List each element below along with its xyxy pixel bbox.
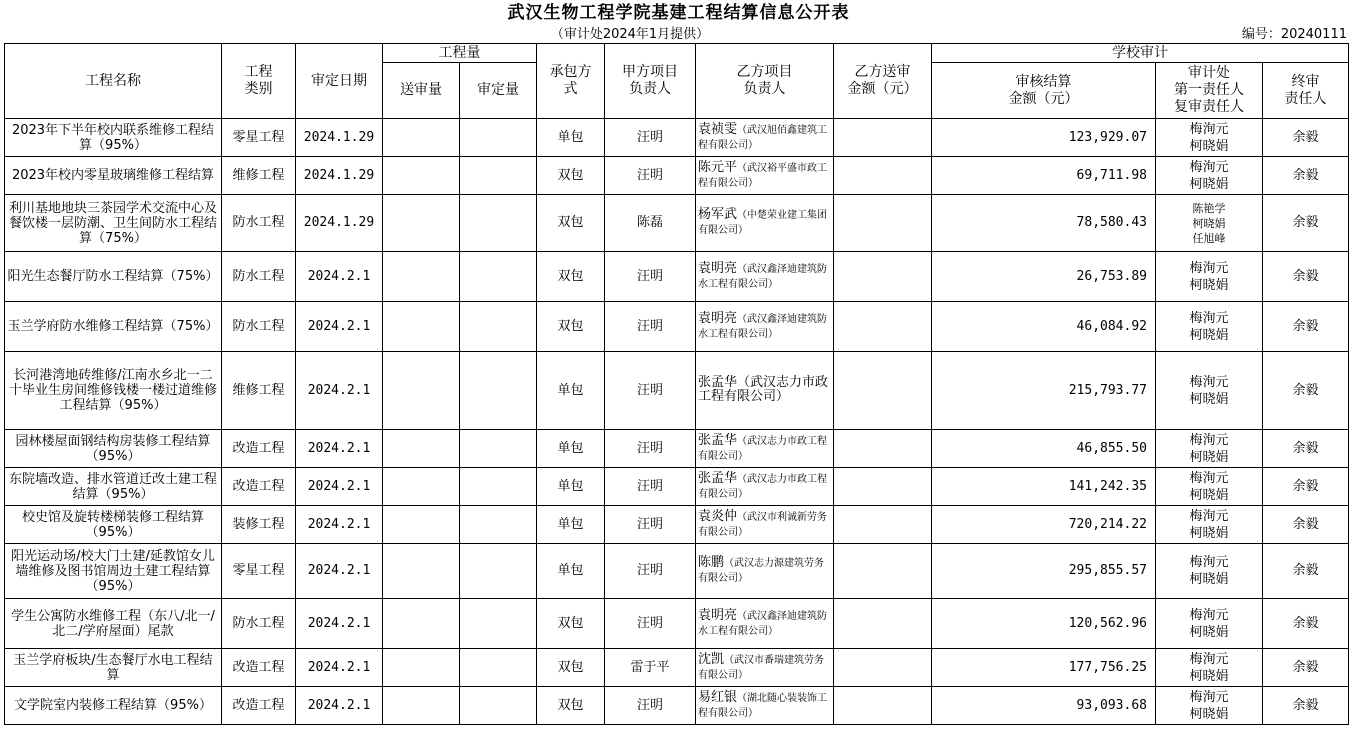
cell-approval-date: 2024.2.1 bbox=[296, 252, 383, 302]
cell-party-b-amount bbox=[834, 506, 932, 544]
header-approved-qty: 审定量 bbox=[460, 63, 537, 119]
audit-reviewers-text: 梅洵元 柯晓娟 bbox=[1189, 159, 1229, 192]
cell-contract-mode: 单包 bbox=[537, 430, 605, 468]
cell-final-responsible: 余毅 bbox=[1263, 119, 1349, 157]
header-audit-group: 学校审计 bbox=[932, 44, 1349, 63]
cell-party-b-amount bbox=[834, 119, 932, 157]
header-audit-amount bbox=[932, 63, 1156, 119]
party-b-company: （武汉鑫泽迪建筑防水工程有限公司） bbox=[698, 313, 828, 340]
table-row bbox=[5, 302, 1349, 352]
cell-audit-amount: 177,756.25 bbox=[932, 649, 1156, 687]
header-party-b-amount bbox=[834, 44, 932, 119]
cell-audit-amount: 46,084.92 bbox=[932, 302, 1156, 352]
header-party-b-amount-text: 乙方送审 金额（元） bbox=[847, 64, 918, 97]
header-audit-reviewers-text: 审计处 第一责任人 复审责任人 bbox=[1174, 65, 1244, 115]
audit-reviewers-text: 梅洵元 柯晓娟 bbox=[1189, 260, 1229, 293]
cell-audit-amount: 720,214.22 bbox=[932, 506, 1156, 544]
cell-submitted-qty bbox=[383, 599, 460, 649]
table-body bbox=[5, 119, 1349, 725]
audit-reviewers-text: 梅洵元 柯晓娟 bbox=[1189, 651, 1229, 684]
cell-project-type: 零星工程 bbox=[222, 119, 296, 157]
cell-contract-mode: 双包 bbox=[537, 687, 605, 725]
cell-party-a-lead: 汪明 bbox=[605, 157, 696, 195]
cell-project-name: 2023年下半年校内联系维修工程结算（95%） bbox=[5, 119, 222, 157]
cell-project-type: 防水工程 bbox=[222, 252, 296, 302]
cell-approved-qty bbox=[460, 687, 537, 725]
cell-party-b-lead bbox=[696, 468, 834, 506]
party-b-name: 袁祯雯 bbox=[698, 121, 738, 137]
cell-project-name: 园林楼屋面钢结构房装修工程结算（95%） bbox=[5, 430, 222, 468]
cell-project-type: 装修工程 bbox=[222, 506, 296, 544]
cell-contract-mode: 双包 bbox=[537, 302, 605, 352]
party-b-name: 沈凯 bbox=[698, 651, 725, 667]
cell-submitted-qty bbox=[383, 544, 460, 599]
cell-project-type: 防水工程 bbox=[222, 599, 296, 649]
header-contract-mode-text: 承包方 式 bbox=[549, 64, 592, 97]
table-row bbox=[5, 649, 1349, 687]
party-b-company: （武汉鑫泽迪建筑防水工程有限公司） bbox=[698, 263, 828, 290]
cell-project-type: 改造工程 bbox=[222, 687, 296, 725]
cell-party-a-lead: 汪明 bbox=[605, 687, 696, 725]
party-b-company: （武汉旭佰鑫建筑工程有限公司） bbox=[698, 124, 828, 151]
cell-project-type: 维修工程 bbox=[222, 352, 296, 430]
cell-submitted-qty bbox=[383, 302, 460, 352]
cell-final-responsible: 余毅 bbox=[1263, 506, 1349, 544]
cell-project-type: 改造工程 bbox=[222, 468, 296, 506]
cell-party-b-amount bbox=[834, 157, 932, 195]
cell-audit-amount: 123,929.07 bbox=[932, 119, 1156, 157]
cell-project-type: 防水工程 bbox=[222, 302, 296, 352]
cell-audit-amount: 120,562.96 bbox=[932, 599, 1156, 649]
audit-reviewers-text: 梅洵元 柯晓娟 bbox=[1189, 374, 1229, 407]
cell-party-b-amount bbox=[834, 544, 932, 599]
cell-approval-date: 2024.2.1 bbox=[296, 506, 383, 544]
cell-audit-amount: 46,855.50 bbox=[932, 430, 1156, 468]
cell-final-responsible: 余毅 bbox=[1263, 468, 1349, 506]
header-party-b-lead-text: 乙方项目 负责人 bbox=[736, 64, 793, 97]
cell-submitted-qty bbox=[383, 687, 460, 725]
cell-final-responsible: 余毅 bbox=[1263, 195, 1349, 252]
cell-party-b-lead bbox=[696, 430, 834, 468]
header-party-b-lead bbox=[696, 44, 834, 119]
cell-party-a-lead: 汪明 bbox=[605, 544, 696, 599]
cell-party-b-amount bbox=[834, 252, 932, 302]
cell-audit-reviewers bbox=[1156, 157, 1263, 195]
cell-audit-amount: 215,793.77 bbox=[932, 352, 1156, 430]
cell-approved-qty bbox=[460, 599, 537, 649]
cell-party-b-lead bbox=[696, 544, 834, 599]
cell-party-a-lead: 汪明 bbox=[605, 430, 696, 468]
cell-party-a-lead: 汪明 bbox=[605, 352, 696, 430]
cell-approved-qty bbox=[460, 544, 537, 599]
cell-project-name: 东院墙改造、排水管道迁改土建工程结算（95%） bbox=[5, 468, 222, 506]
cell-party-a-lead: 汪明 bbox=[605, 252, 696, 302]
header-quantity-group: 工程量 bbox=[383, 44, 537, 63]
table-row bbox=[5, 430, 1349, 468]
party-b-company: （武汉市利诚新劳务有限公司） bbox=[698, 511, 828, 538]
party-b-company: （湖北随心装装饰工程有限公司） bbox=[698, 692, 828, 719]
cell-project-name: 玉兰学府板块/生态餐厅水电工程结算 bbox=[5, 649, 222, 687]
header-project-name: 工程名称 bbox=[5, 44, 222, 119]
cell-submitted-qty bbox=[383, 252, 460, 302]
cell-final-responsible: 余毅 bbox=[1263, 649, 1349, 687]
cell-party-a-lead: 陈磊 bbox=[605, 195, 696, 252]
cell-audit-amount: 26,753.89 bbox=[932, 252, 1156, 302]
party-b-company: （武汉市番瑞建筑劳务有限公司） bbox=[698, 654, 825, 681]
cell-contract-mode: 双包 bbox=[537, 252, 605, 302]
header-project-type bbox=[222, 44, 296, 119]
cell-party-a-lead: 汪明 bbox=[605, 119, 696, 157]
cell-contract-mode: 双包 bbox=[537, 599, 605, 649]
party-b-name: 张孟华（武汉志力市政工程有限公司） bbox=[698, 375, 829, 404]
cell-final-responsible: 余毅 bbox=[1263, 157, 1349, 195]
cell-audit-reviewers bbox=[1156, 649, 1263, 687]
cell-party-a-lead: 汪明 bbox=[605, 302, 696, 352]
party-b-company: （武汉志力市政工程有限公司） bbox=[698, 435, 828, 462]
header-submitted-qty: 送审量 bbox=[383, 63, 460, 119]
cell-project-name: 玉兰学府防水维修工程结算（75%） bbox=[5, 302, 222, 352]
party-b-company: （中楚荣业建工集团有限公司） bbox=[698, 210, 828, 236]
cell-party-b-amount bbox=[834, 302, 932, 352]
cell-approved-qty bbox=[460, 468, 537, 506]
cell-party-a-lead: 汪明 bbox=[605, 506, 696, 544]
cell-party-b-amount bbox=[834, 352, 932, 430]
table-row bbox=[5, 195, 1349, 252]
cell-party-b-lead bbox=[696, 599, 834, 649]
cell-contract-mode: 单包 bbox=[537, 352, 605, 430]
cell-party-b-lead bbox=[696, 252, 834, 302]
cell-approved-qty bbox=[460, 195, 537, 252]
audit-reviewers-text: 梅洵元 柯晓娟 bbox=[1189, 555, 1229, 587]
cell-final-responsible: 余毅 bbox=[1263, 687, 1349, 725]
audit-reviewers-text: 梅洵元 柯晓娟 bbox=[1189, 508, 1229, 541]
table-row bbox=[5, 468, 1349, 506]
cell-final-responsible: 余毅 bbox=[1263, 352, 1349, 430]
table-row bbox=[5, 544, 1349, 599]
table-row bbox=[5, 506, 1349, 544]
cell-submitted-qty bbox=[383, 506, 460, 544]
cell-final-responsible: 余毅 bbox=[1263, 599, 1349, 649]
cell-audit-reviewers bbox=[1156, 687, 1263, 725]
header-final-responsible bbox=[1263, 63, 1349, 119]
audit-reviewers-text: 梅洵元 柯晓娟 bbox=[1189, 121, 1229, 154]
party-b-company: （武汉志力市政工程有限公司） bbox=[698, 473, 828, 500]
audit-reviewers-text: 梅洵元 柯晓娟 bbox=[1189, 470, 1229, 503]
cell-project-name: 校史馆及旋转楼梯装修工程结算（95%） bbox=[5, 506, 222, 544]
cell-party-b-amount bbox=[834, 649, 932, 687]
cell-approval-date: 2024.2.1 bbox=[296, 352, 383, 430]
party-b-company: （武汉鑫泽迪建筑防水工程有限公司） bbox=[698, 610, 828, 637]
header-party-a-lead bbox=[605, 44, 696, 119]
cell-submitted-qty bbox=[383, 195, 460, 252]
cell-party-b-lead bbox=[696, 649, 834, 687]
header-audit-reviewers bbox=[1156, 63, 1263, 119]
cell-party-b-lead bbox=[696, 302, 834, 352]
cell-party-b-lead bbox=[696, 687, 834, 725]
cell-audit-reviewers bbox=[1156, 195, 1263, 252]
cell-party-b-lead bbox=[696, 506, 834, 544]
party-b-name: 易红银 bbox=[698, 689, 738, 705]
cell-project-type: 改造工程 bbox=[222, 649, 296, 687]
cell-submitted-qty bbox=[383, 430, 460, 468]
cell-party-b-lead bbox=[696, 195, 834, 252]
cell-approved-qty bbox=[460, 252, 537, 302]
cell-submitted-qty bbox=[383, 468, 460, 506]
cell-party-b-amount bbox=[834, 468, 932, 506]
cell-approval-date: 2024.2.1 bbox=[296, 430, 383, 468]
cell-project-name: 长河港湾地砖维修/江南水乡北一二十毕业生房间维修钱楼一楼过道维修工程结算（95%） bbox=[5, 352, 222, 430]
cell-project-name: 学生公寓防水维修工程（东八/北一/北二/学府屋面）尾款 bbox=[5, 599, 222, 649]
header-party-a-lead-text: 甲方项目 负责人 bbox=[622, 64, 678, 97]
cell-approved-qty bbox=[460, 506, 537, 544]
cell-approval-date: 2024.2.1 bbox=[296, 649, 383, 687]
party-b-name: 杨军武 bbox=[698, 207, 738, 222]
audit-reviewers-text: 梅洵元 柯晓娟 bbox=[1189, 607, 1229, 640]
table-row bbox=[5, 352, 1349, 430]
cell-party-b-amount bbox=[834, 599, 932, 649]
party-b-company: （武汉裕平盛市政工程有限公司） bbox=[698, 162, 828, 189]
cell-contract-mode: 双包 bbox=[537, 195, 605, 252]
cell-audit-reviewers bbox=[1156, 430, 1263, 468]
table-row bbox=[5, 157, 1349, 195]
header-contract-mode bbox=[537, 44, 605, 119]
cell-approved-qty bbox=[460, 649, 537, 687]
cell-final-responsible: 余毅 bbox=[1263, 544, 1349, 599]
cell-contract-mode: 单包 bbox=[537, 544, 605, 599]
cell-final-responsible: 余毅 bbox=[1263, 430, 1349, 468]
party-b-company: （武汉志力源建筑劳务有限公司） bbox=[698, 558, 825, 584]
cell-audit-amount: 93,093.68 bbox=[932, 687, 1156, 725]
cell-audit-amount: 141,242.35 bbox=[932, 468, 1156, 506]
cell-audit-amount: 295,855.57 bbox=[932, 544, 1156, 599]
cell-approval-date: 2024.2.1 bbox=[296, 468, 383, 506]
cell-approval-date: 2024.2.1 bbox=[296, 302, 383, 352]
cell-final-responsible: 余毅 bbox=[1263, 252, 1349, 302]
cell-project-name: 阳光运动场/校大门土建/延教馆女儿墙维修及图书馆周边土建工程结算（95%） bbox=[5, 544, 222, 599]
cell-project-type: 改造工程 bbox=[222, 430, 296, 468]
audit-reviewers-text: 梅洵元 柯晓娟 bbox=[1189, 432, 1229, 465]
cell-party-b-amount bbox=[834, 195, 932, 252]
audit-reviewers-text: 陈艳学 柯晓娟 任旭峰 bbox=[1192, 201, 1226, 245]
header-final-responsible-text: 终审 责任人 bbox=[1284, 73, 1327, 107]
party-b-name: 陈鹏 bbox=[698, 555, 725, 570]
cell-submitted-qty bbox=[383, 119, 460, 157]
cell-audit-reviewers bbox=[1156, 599, 1263, 649]
cell-party-b-amount bbox=[834, 687, 932, 725]
cell-approval-date: 2024.2.1 bbox=[296, 687, 383, 725]
cell-project-type: 维修工程 bbox=[222, 157, 296, 195]
cell-approval-date: 2024.1.29 bbox=[296, 157, 383, 195]
party-b-name: 袁明亮 bbox=[698, 260, 738, 276]
cell-audit-reviewers bbox=[1156, 302, 1263, 352]
cell-project-type: 防水工程 bbox=[222, 195, 296, 252]
serial-number: 编号：20240111 bbox=[1241, 27, 1347, 42]
table-row bbox=[5, 599, 1349, 649]
cell-party-b-amount bbox=[834, 430, 932, 468]
cell-project-name: 利川基地地块三茶园学术交流中心及餐饮楼一层防潮、卫生间防水工程结算（75%） bbox=[5, 195, 222, 252]
cell-audit-reviewers bbox=[1156, 506, 1263, 544]
cell-party-a-lead: 汪明 bbox=[605, 468, 696, 506]
cell-audit-reviewers bbox=[1156, 544, 1263, 599]
page-subtitle: （审计处2024年1月提供） bbox=[550, 27, 710, 42]
table-row bbox=[5, 687, 1349, 725]
audit-reviewers-text: 梅洵元 柯晓娟 bbox=[1189, 689, 1229, 722]
cell-final-responsible: 余毅 bbox=[1263, 302, 1349, 352]
table-row bbox=[5, 252, 1349, 302]
cell-party-b-lead bbox=[696, 157, 834, 195]
cell-approval-date: 2024.2.1 bbox=[296, 544, 383, 599]
cell-contract-mode: 双包 bbox=[537, 649, 605, 687]
cell-party-b-lead bbox=[696, 352, 834, 430]
cell-submitted-qty bbox=[383, 157, 460, 195]
cell-approved-qty bbox=[460, 352, 537, 430]
party-b-name: 袁明亮 bbox=[698, 310, 738, 326]
cell-party-b-lead bbox=[696, 119, 834, 157]
cell-party-a-lead: 汪明 bbox=[605, 599, 696, 649]
cell-project-name: 文学院室内装修工程结算（95%） bbox=[5, 687, 222, 725]
cell-audit-reviewers bbox=[1156, 352, 1263, 430]
audit-reviewers-text: 梅洵元 柯晓娟 bbox=[1189, 310, 1229, 343]
cell-contract-mode: 单包 bbox=[537, 468, 605, 506]
cell-submitted-qty bbox=[383, 649, 460, 687]
cell-submitted-qty bbox=[383, 352, 460, 430]
party-b-name: 袁炎仲 bbox=[698, 508, 738, 524]
cell-approval-date: 2024.1.29 bbox=[296, 195, 383, 252]
party-b-name: 张孟华 bbox=[698, 432, 738, 448]
cell-project-type: 零星工程 bbox=[222, 544, 296, 599]
header-project-type-text: 工程 类别 bbox=[244, 64, 273, 97]
cell-approval-date: 2024.1.29 bbox=[296, 119, 383, 157]
page-title: 武汉生物工程学院基建工程结算信息公开表 bbox=[507, 3, 850, 23]
party-b-name: 袁明亮 bbox=[698, 607, 738, 623]
cell-party-a-lead: 雷于平 bbox=[605, 649, 696, 687]
cell-project-name: 2023年校内零星玻璃维修工程结算 bbox=[5, 157, 222, 195]
header-approval-date: 审定日期 bbox=[296, 44, 383, 119]
table-row bbox=[5, 119, 1349, 157]
cell-contract-mode: 双包 bbox=[537, 157, 605, 195]
cell-audit-reviewers bbox=[1156, 119, 1263, 157]
cell-approved-qty bbox=[460, 157, 537, 195]
settlement-table bbox=[4, 43, 1349, 725]
cell-contract-mode: 单包 bbox=[537, 506, 605, 544]
cell-audit-amount: 78,580.43 bbox=[932, 195, 1156, 252]
header-audit-amount-text: 审核结算 金额（元） bbox=[1008, 73, 1079, 107]
cell-audit-amount: 69,711.98 bbox=[932, 157, 1156, 195]
cell-approval-date: 2024.2.1 bbox=[296, 599, 383, 649]
cell-approved-qty bbox=[460, 119, 537, 157]
party-b-name: 张孟华 bbox=[698, 470, 738, 486]
cell-project-name: 阳光生态餐厅防水工程结算（75%） bbox=[5, 252, 222, 302]
cell-approved-qty bbox=[460, 302, 537, 352]
cell-contract-mode: 单包 bbox=[537, 119, 605, 157]
party-b-name: 陈元平 bbox=[698, 159, 738, 175]
cell-audit-reviewers bbox=[1156, 468, 1263, 506]
cell-audit-reviewers bbox=[1156, 252, 1263, 302]
cell-approved-qty bbox=[460, 430, 537, 468]
